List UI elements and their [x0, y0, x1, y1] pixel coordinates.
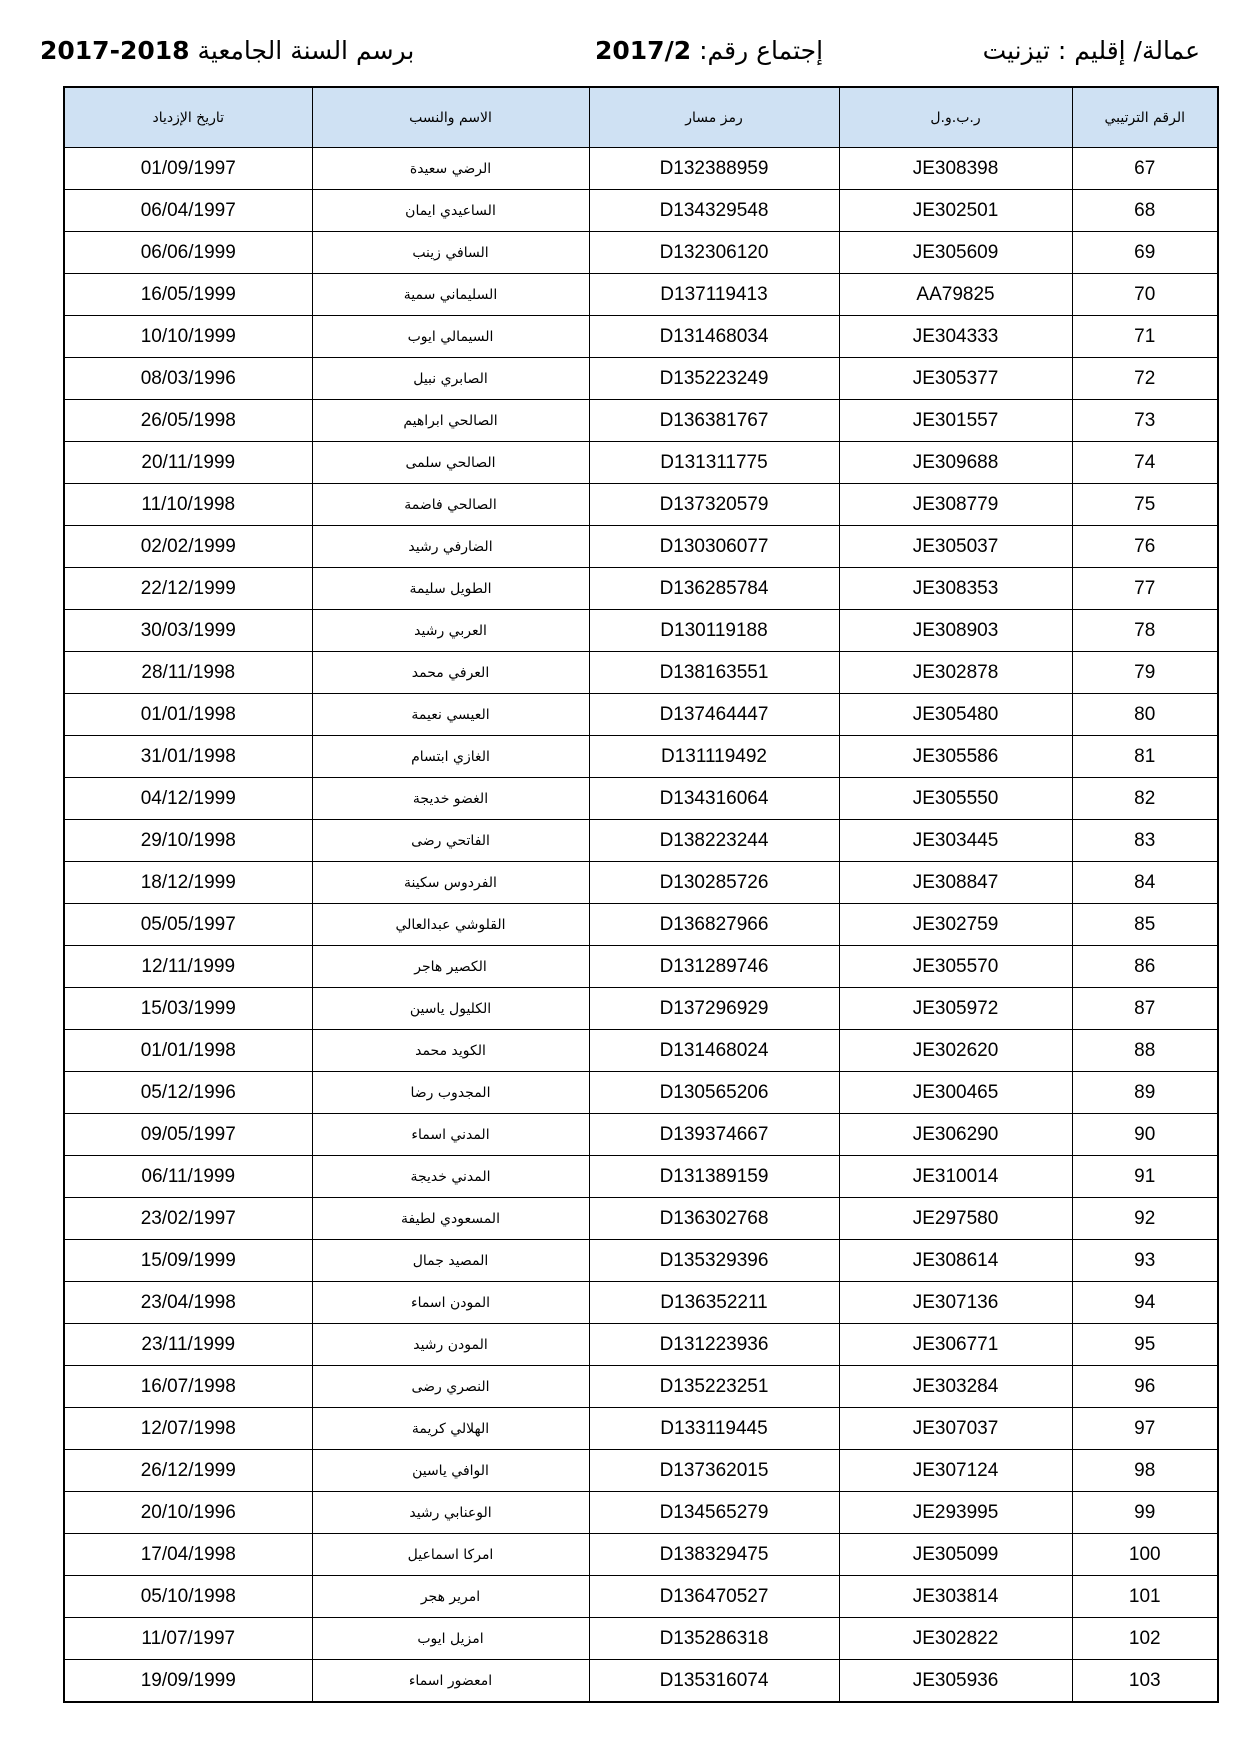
- cell-full-name: الساعيدي ايمان: [312, 190, 589, 232]
- table-row: [64, 316, 1218, 358]
- cell-massar-code: D135223251: [589, 1366, 839, 1408]
- cell-full-name: الصالحي فاضمة: [312, 484, 589, 526]
- cell-serial-number: 92: [1072, 1198, 1218, 1240]
- cell-massar-code: D130565206: [589, 1072, 839, 1114]
- cell-full-name: امعضور اسماء: [312, 1660, 589, 1703]
- meeting-label: إجتماع رقم:: [699, 36, 824, 65]
- cell-massar-code: D134316064: [589, 778, 839, 820]
- cell-birth-date: 20/10/1996: [64, 1492, 312, 1534]
- cell-birth-date: 26/05/1998: [64, 400, 312, 442]
- cell-birth-date: 22/12/1999: [64, 568, 312, 610]
- cell-full-name: امزيل ايوب: [312, 1618, 589, 1660]
- cell-massar-code: D131468034: [589, 316, 839, 358]
- cell-birth-date: 05/12/1996: [64, 1072, 312, 1114]
- table-row: [64, 610, 1218, 652]
- cell-birth-date: 18/12/1999: [64, 862, 312, 904]
- cell-full-name: الغازي ابتسام: [312, 736, 589, 778]
- cell-full-name: امرير هجر: [312, 1576, 589, 1618]
- cell-birth-date: 11/07/1997: [64, 1618, 312, 1660]
- cell-massar-code: D130285726: [589, 862, 839, 904]
- cell-national-id: JE307037: [839, 1408, 1072, 1450]
- academic-year-heading: [40, 36, 414, 65]
- cell-national-id: JE305480: [839, 694, 1072, 736]
- table-header-row: [64, 87, 1218, 148]
- cell-serial-number: 83: [1072, 820, 1218, 862]
- cell-serial-number: 89: [1072, 1072, 1218, 1114]
- academic-year-value: 2018-2017: [40, 36, 190, 65]
- cell-massar-code: D135223249: [589, 358, 839, 400]
- cell-serial-number: 85: [1072, 904, 1218, 946]
- cell-birth-date: 01/01/1998: [64, 1030, 312, 1072]
- cell-national-id: JE306771: [839, 1324, 1072, 1366]
- cell-national-id: JE302822: [839, 1618, 1072, 1660]
- table-row: [64, 1660, 1218, 1703]
- table-row: [64, 1240, 1218, 1282]
- cell-full-name: النصري رضى: [312, 1366, 589, 1408]
- cell-national-id: JE305609: [839, 232, 1072, 274]
- cell-birth-date: 06/04/1997: [64, 190, 312, 232]
- cell-full-name: الرضي سعيدة: [312, 148, 589, 190]
- table-row: [64, 652, 1218, 694]
- header-national-id: ر.ب.و.ل: [839, 87, 1072, 148]
- cell-massar-code: D130306077: [589, 526, 839, 568]
- cell-birth-date: 12/11/1999: [64, 946, 312, 988]
- cell-serial-number: 75: [1072, 484, 1218, 526]
- cell-serial-number: 67: [1072, 148, 1218, 190]
- cell-birth-date: 20/11/1999: [64, 442, 312, 484]
- cell-massar-code: D134329548: [589, 190, 839, 232]
- cell-full-name: المودن اسماء: [312, 1282, 589, 1324]
- cell-national-id: JE293995: [839, 1492, 1072, 1534]
- cell-massar-code: D132388959: [589, 148, 839, 190]
- table-row: [64, 988, 1218, 1030]
- cell-serial-number: 68: [1072, 190, 1218, 232]
- cell-full-name: الوافي ياسين: [312, 1450, 589, 1492]
- table-row: [64, 1450, 1218, 1492]
- header-massar-code: رمز مسار: [589, 87, 839, 148]
- header-serial-number: الرقم الترتيبي: [1072, 87, 1218, 148]
- cell-national-id: AA79825: [839, 274, 1072, 316]
- table-body: [64, 148, 1218, 1703]
- cell-serial-number: 97: [1072, 1408, 1218, 1450]
- cell-birth-date: 01/01/1998: [64, 694, 312, 736]
- cell-massar-code: D136285784: [589, 568, 839, 610]
- cell-serial-number: 76: [1072, 526, 1218, 568]
- table-row: [64, 400, 1218, 442]
- cell-national-id: JE305936: [839, 1660, 1072, 1703]
- cell-massar-code: D137296929: [589, 988, 839, 1030]
- table-row: [64, 1576, 1218, 1618]
- cell-national-id: JE305550: [839, 778, 1072, 820]
- header-full-name: الاسم والنسب: [312, 87, 589, 148]
- cell-national-id: JE308903: [839, 610, 1072, 652]
- table-row: [64, 274, 1218, 316]
- cell-national-id: JE307124: [839, 1450, 1072, 1492]
- table-row: [64, 148, 1218, 190]
- cell-serial-number: 103: [1072, 1660, 1218, 1703]
- table-row: [64, 904, 1218, 946]
- cell-serial-number: 82: [1072, 778, 1218, 820]
- cell-national-id: JE305570: [839, 946, 1072, 988]
- cell-serial-number: 94: [1072, 1282, 1218, 1324]
- table-row: [64, 442, 1218, 484]
- cell-massar-code: D135286318: [589, 1618, 839, 1660]
- table-row: [64, 526, 1218, 568]
- cell-birth-date: 15/09/1999: [64, 1240, 312, 1282]
- cell-serial-number: 95: [1072, 1324, 1218, 1366]
- cell-serial-number: 77: [1072, 568, 1218, 610]
- cell-national-id: JE308353: [839, 568, 1072, 610]
- cell-serial-number: 101: [1072, 1576, 1218, 1618]
- cell-massar-code: D134565279: [589, 1492, 839, 1534]
- prefecture-heading: [983, 36, 1200, 65]
- cell-birth-date: 31/01/1998: [64, 736, 312, 778]
- cell-full-name: الطويل سليمة: [312, 568, 589, 610]
- students-table: [63, 86, 1219, 1703]
- cell-massar-code: D136470527: [589, 1576, 839, 1618]
- prefecture-value: تيزنيت: [982, 36, 1050, 65]
- cell-full-name: العيسي نعيمة: [312, 694, 589, 736]
- cell-birth-date: 17/04/1998: [64, 1534, 312, 1576]
- cell-birth-date: 04/12/1999: [64, 778, 312, 820]
- cell-massar-code: D131289746: [589, 946, 839, 988]
- cell-national-id: JE303284: [839, 1366, 1072, 1408]
- cell-national-id: JE303814: [839, 1576, 1072, 1618]
- cell-full-name: الصالحي ابراهيم: [312, 400, 589, 442]
- cell-massar-code: D132306120: [589, 232, 839, 274]
- cell-birth-date: 10/10/1999: [64, 316, 312, 358]
- cell-national-id: JE308614: [839, 1240, 1072, 1282]
- table-row: [64, 1072, 1218, 1114]
- cell-massar-code: D135316074: [589, 1660, 839, 1703]
- cell-massar-code: D131223936: [589, 1324, 839, 1366]
- cell-serial-number: 81: [1072, 736, 1218, 778]
- cell-birth-date: 19/09/1999: [64, 1660, 312, 1703]
- cell-full-name: الكويد محمد: [312, 1030, 589, 1072]
- cell-massar-code: D136302768: [589, 1198, 839, 1240]
- cell-massar-code: D138163551: [589, 652, 839, 694]
- cell-birth-date: 08/03/1996: [64, 358, 312, 400]
- cell-birth-date: 23/02/1997: [64, 1198, 312, 1240]
- cell-national-id: JE305586: [839, 736, 1072, 778]
- cell-national-id: JE300465: [839, 1072, 1072, 1114]
- cell-national-id: JE305037: [839, 526, 1072, 568]
- cell-full-name: المدني اسماء: [312, 1114, 589, 1156]
- cell-serial-number: 86: [1072, 946, 1218, 988]
- cell-massar-code: D131389159: [589, 1156, 839, 1198]
- cell-serial-number: 87: [1072, 988, 1218, 1030]
- cell-birth-date: 30/03/1999: [64, 610, 312, 652]
- cell-serial-number: 98: [1072, 1450, 1218, 1492]
- cell-massar-code: D130119188: [589, 610, 839, 652]
- cell-national-id: JE301557: [839, 400, 1072, 442]
- cell-serial-number: 96: [1072, 1366, 1218, 1408]
- cell-serial-number: 99: [1072, 1492, 1218, 1534]
- table-row: [64, 568, 1218, 610]
- cell-serial-number: 102: [1072, 1618, 1218, 1660]
- cell-national-id: JE303445: [839, 820, 1072, 862]
- cell-massar-code: D139374667: [589, 1114, 839, 1156]
- table-row: [64, 1492, 1218, 1534]
- table-row: [64, 1408, 1218, 1450]
- cell-full-name: المدني خديجة: [312, 1156, 589, 1198]
- cell-national-id: JE308779: [839, 484, 1072, 526]
- cell-massar-code: D131468024: [589, 1030, 839, 1072]
- cell-massar-code: D137119413: [589, 274, 839, 316]
- cell-serial-number: 70: [1072, 274, 1218, 316]
- table-row: [64, 1282, 1218, 1324]
- cell-full-name: المودن رشيد: [312, 1324, 589, 1366]
- cell-massar-code: D137320579: [589, 484, 839, 526]
- cell-birth-date: 09/05/1997: [64, 1114, 312, 1156]
- table-row: [64, 1156, 1218, 1198]
- table-row: [64, 694, 1218, 736]
- table-row: [64, 1534, 1218, 1576]
- table-row: [64, 778, 1218, 820]
- cell-birth-date: 02/02/1999: [64, 526, 312, 568]
- table-row: [64, 736, 1218, 778]
- cell-national-id: JE309688: [839, 442, 1072, 484]
- table-row: [64, 1366, 1218, 1408]
- table-row: [64, 1324, 1218, 1366]
- cell-serial-number: 93: [1072, 1240, 1218, 1282]
- prefecture-label: عمالة/ إقليم :: [1057, 36, 1200, 65]
- table-row: [64, 862, 1218, 904]
- cell-full-name: العرفي محمد: [312, 652, 589, 694]
- cell-national-id: JE302878: [839, 652, 1072, 694]
- table-row: [64, 1618, 1218, 1660]
- cell-birth-date: 28/11/1998: [64, 652, 312, 694]
- cell-national-id: JE305377: [839, 358, 1072, 400]
- table-row: [64, 1198, 1218, 1240]
- table-row: [64, 232, 1218, 274]
- cell-national-id: JE306290: [839, 1114, 1072, 1156]
- cell-serial-number: 74: [1072, 442, 1218, 484]
- academic-year-label: برسم السنة الجامعية: [197, 36, 415, 65]
- cell-full-name: السيمالي ايوب: [312, 316, 589, 358]
- cell-national-id: JE302759: [839, 904, 1072, 946]
- cell-serial-number: 80: [1072, 694, 1218, 736]
- cell-full-name: السليماني سمية: [312, 274, 589, 316]
- cell-birth-date: 16/05/1999: [64, 274, 312, 316]
- cell-full-name: الفردوس سكينة: [312, 862, 589, 904]
- cell-massar-code: D131119492: [589, 736, 839, 778]
- cell-massar-code: D135329396: [589, 1240, 839, 1282]
- cell-serial-number: 78: [1072, 610, 1218, 652]
- cell-birth-date: 15/03/1999: [64, 988, 312, 1030]
- cell-massar-code: D136381767: [589, 400, 839, 442]
- cell-serial-number: 72: [1072, 358, 1218, 400]
- cell-full-name: الكصير هاجر: [312, 946, 589, 988]
- cell-full-name: الصابري نبيل: [312, 358, 589, 400]
- cell-national-id: JE302501: [839, 190, 1072, 232]
- cell-national-id: JE310014: [839, 1156, 1072, 1198]
- cell-serial-number: 100: [1072, 1534, 1218, 1576]
- cell-full-name: الوعنابي رشيد: [312, 1492, 589, 1534]
- cell-birth-date: 11/10/1998: [64, 484, 312, 526]
- cell-serial-number: 69: [1072, 232, 1218, 274]
- table-row: [64, 1114, 1218, 1156]
- cell-serial-number: 91: [1072, 1156, 1218, 1198]
- cell-birth-date: 23/11/1999: [64, 1324, 312, 1366]
- cell-serial-number: 71: [1072, 316, 1218, 358]
- cell-full-name: المجدوب رضا: [312, 1072, 589, 1114]
- cell-birth-date: 05/05/1997: [64, 904, 312, 946]
- students-table-wrapper: [63, 86, 1217, 1703]
- cell-full-name: المسعودي لطيفة: [312, 1198, 589, 1240]
- cell-serial-number: 73: [1072, 400, 1218, 442]
- cell-birth-date: 29/10/1998: [64, 820, 312, 862]
- meeting-heading: [595, 36, 823, 65]
- cell-national-id: JE297580: [839, 1198, 1072, 1240]
- cell-massar-code: D133119445: [589, 1408, 839, 1450]
- cell-full-name: العربي رشيد: [312, 610, 589, 652]
- cell-national-id: JE305972: [839, 988, 1072, 1030]
- cell-massar-code: D138223244: [589, 820, 839, 862]
- cell-serial-number: 84: [1072, 862, 1218, 904]
- table-row: [64, 820, 1218, 862]
- cell-massar-code: D138329475: [589, 1534, 839, 1576]
- cell-national-id: JE305099: [839, 1534, 1072, 1576]
- header-birth-date: تاريخ الإزدياد: [64, 87, 312, 148]
- table-row: [64, 946, 1218, 988]
- cell-full-name: القلوشي عبدالعالي: [312, 904, 589, 946]
- cell-massar-code: D136827966: [589, 904, 839, 946]
- cell-national-id: JE308398: [839, 148, 1072, 190]
- cell-full-name: الكليول ياسين: [312, 988, 589, 1030]
- meeting-value: 2017/2: [595, 36, 692, 65]
- table-row: [64, 484, 1218, 526]
- cell-national-id: JE308847: [839, 862, 1072, 904]
- cell-full-name: الهلالي كريمة: [312, 1408, 589, 1450]
- cell-birth-date: 01/09/1997: [64, 148, 312, 190]
- cell-national-id: JE307136: [839, 1282, 1072, 1324]
- table-row: [64, 358, 1218, 400]
- cell-birth-date: 06/06/1999: [64, 232, 312, 274]
- cell-full-name: الفاتحي رضى: [312, 820, 589, 862]
- cell-birth-date: 05/10/1998: [64, 1576, 312, 1618]
- cell-full-name: امركا اسماعيل: [312, 1534, 589, 1576]
- cell-massar-code: D137362015: [589, 1450, 839, 1492]
- cell-birth-date: 23/04/1998: [64, 1282, 312, 1324]
- table-row: [64, 1030, 1218, 1072]
- table-row: [64, 190, 1218, 232]
- cell-full-name: المصيد جمال: [312, 1240, 589, 1282]
- cell-massar-code: D131311775: [589, 442, 839, 484]
- cell-birth-date: 16/07/1998: [64, 1366, 312, 1408]
- cell-massar-code: D137464447: [589, 694, 839, 736]
- cell-birth-date: 12/07/1998: [64, 1408, 312, 1450]
- cell-full-name: الغضو خديجة: [312, 778, 589, 820]
- cell-serial-number: 79: [1072, 652, 1218, 694]
- cell-birth-date: 06/11/1999: [64, 1156, 312, 1198]
- cell-massar-code: D136352211: [589, 1282, 839, 1324]
- cell-national-id: JE304333: [839, 316, 1072, 358]
- cell-serial-number: 88: [1072, 1030, 1218, 1072]
- cell-birth-date: 26/12/1999: [64, 1450, 312, 1492]
- cell-national-id: JE302620: [839, 1030, 1072, 1072]
- cell-full-name: الصالحي سلمى: [312, 442, 589, 484]
- cell-full-name: الضارفي رشيد: [312, 526, 589, 568]
- cell-serial-number: 90: [1072, 1114, 1218, 1156]
- document-header: [40, 36, 1200, 76]
- cell-full-name: السافي زينب: [312, 232, 589, 274]
